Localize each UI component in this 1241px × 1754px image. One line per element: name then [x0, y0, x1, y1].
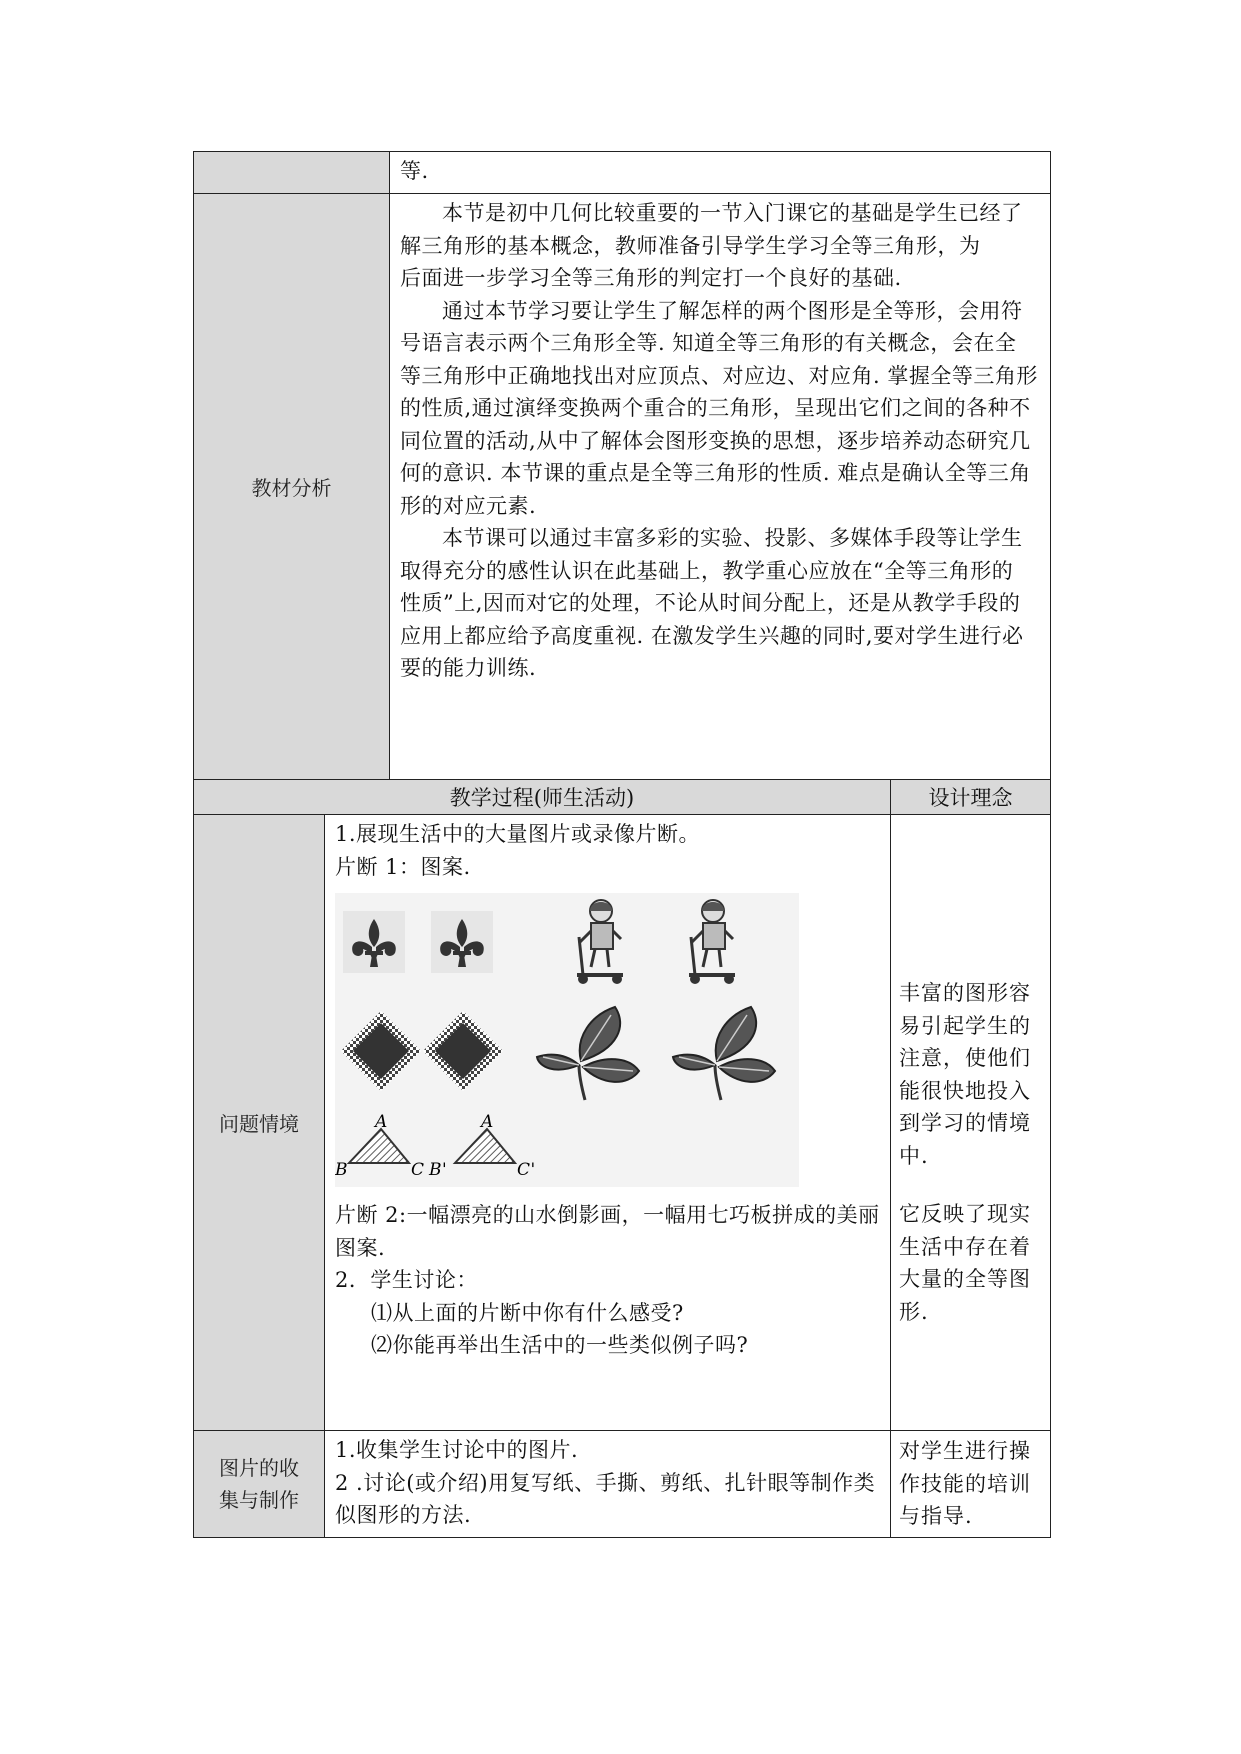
problem-line: 2．学生讨论： — [335, 1268, 478, 1292]
problem-situation-content — [325, 815, 891, 1431]
hatched-triangle-icon — [455, 1129, 515, 1163]
top-continuation-cell — [390, 152, 1051, 194]
pattern-figure — [335, 893, 799, 1187]
picture-making-line: 2 .讨论(或介绍)用复写纸、手撕、剪纸、扎针眼等制作类似图形的方法. — [335, 1470, 876, 1527]
top-continuation-text: 等. — [400, 159, 429, 183]
problem-line: 片断 1：图案. — [335, 854, 471, 879]
picture-making-label-line: 集与制作 — [219, 1487, 299, 1512]
problem-line: 片断 2:一幅漂亮的山水倒影画，一幅用七巧板拼成的美丽图案. — [335, 1203, 880, 1260]
child-scooter-icon — [689, 900, 735, 984]
problem-line: ⑵你能再举出生活中的一些类似例子吗? — [371, 1333, 749, 1357]
fleur-de-lis-icon — [431, 911, 493, 973]
process-header: 教学过程(师生活动) — [194, 780, 891, 815]
problem-line: 1.展现生活中的大量图片或录像片断。 — [335, 822, 701, 846]
fleur-de-lis-icon — [343, 911, 405, 973]
textbook-analysis-content — [390, 194, 1051, 780]
picture-making-content — [325, 1431, 891, 1538]
picture-making-label — [194, 1431, 325, 1538]
picture-making-line: 1.收集学生讨论中的图片. — [335, 1438, 579, 1462]
concept-header: 设计理念 — [891, 780, 1051, 815]
triangle-label: C — [411, 1160, 425, 1180]
textbook-analysis-label: 教材分析 — [194, 194, 390, 780]
checkered-diamond-icon — [423, 1011, 503, 1091]
analysis-paragraph: 通过本节学习要让学生了解怎样的两个图形是全等形，会用符号语言表示两个三角形全等. 知道全等三角形的有关概念，会在全 — [400, 298, 1023, 355]
problem-situation-label: 问题情境 — [194, 815, 325, 1431]
triangle-label: A — [481, 1112, 494, 1132]
picture-making-label-line: 图片的收 — [219, 1455, 299, 1480]
problem-design-note — [891, 815, 1051, 1431]
leaf-branch-icon — [673, 1007, 775, 1100]
analysis-paragraph: 等三角形中正确地找出对应顶点、对应边、对应角. 掌握全等三角形的性质,通过演绎变换两个重合的三角形，呈现出它们之间的各种不同位置的活动,从中了解体会图形变换的思想，逐步培养动态研究几何的意识. 本节课的重点是全等三角形的性质. 难点是确认全等三角形的对应元素. — [400, 363, 1038, 518]
child-scooter-icon — [577, 900, 623, 984]
analysis-paragraph: 本节是初中几何比较重要的一节入门课它的基础是学生已经了解三角形的基本概念，教师准备引导学生学习全等三角形，为 — [400, 201, 1023, 258]
lesson-plan-table — [193, 151, 1051, 1538]
picture-making-note: 对学生进行操作技能的培训与指导. — [891, 1431, 1051, 1538]
triangle-label: B — [335, 1160, 348, 1180]
analysis-paragraph: 性质”上,因而对它的处理，不论从时间分配上，还是从教学手段的应用上都应给予高度重视. 在激发学生兴趣的同时,要对学生进行必要的能力训练. — [400, 591, 1024, 680]
analysis-paragraph: 后面进一步学习全等三角形的判定打一个良好的基础. — [400, 266, 902, 290]
leaf-branch-icon — [537, 1007, 639, 1100]
problem-line: ⑴从上面的片断中你有什么感受? — [371, 1300, 684, 1325]
triangle-label: B' — [429, 1160, 448, 1180]
triangle-label: A — [375, 1112, 388, 1132]
analysis-paragraph: 本节课可以通过丰富多彩的实验、投影、多媒体手段等让学生取得充分的感性认识在此基础上，教学重心应放在“全等三角形的 — [400, 526, 1023, 583]
hatched-triangle-icon — [349, 1129, 409, 1163]
checkered-diamond-icon — [341, 1011, 421, 1091]
design-note-text: 丰富的图形容易引起学生的注意，使他们能很快地投入到学习的情境中. — [899, 981, 1031, 1168]
label-cell-empty — [194, 152, 390, 194]
design-note-text: 它反映了现实生活中存在着大量的全等图形. — [899, 1202, 1031, 1324]
triangle-label: C' — [517, 1160, 536, 1180]
